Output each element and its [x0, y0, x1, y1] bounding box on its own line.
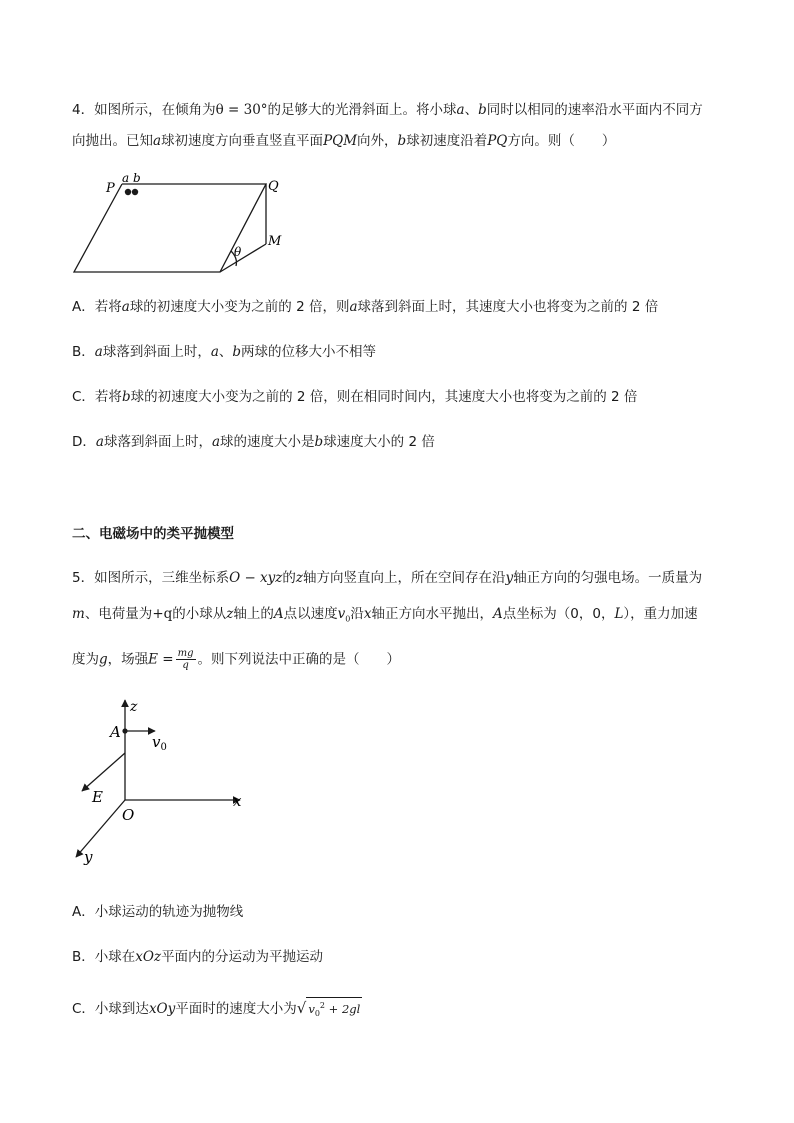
- text: 球的初速度大小变为之前的 2 倍，则: [129, 299, 350, 315]
- text: 球落到斜面上时，其速度大小也将变为之前的 2 倍: [357, 299, 659, 315]
- q5-line2: [72, 604, 698, 630]
- text: 方向。则（ ）: [507, 133, 616, 149]
- text: 。则下列说法中正确的是（ ）: [197, 651, 401, 668]
- point-a: A: [493, 606, 503, 622]
- var-g: g: [99, 651, 108, 668]
- ball-b: [132, 189, 138, 195]
- charge: +q: [152, 606, 173, 622]
- text: 同时以相同的速率沿水平面内不同方: [486, 102, 703, 118]
- text: 轴上的: [233, 606, 274, 622]
- var-a: a: [94, 344, 103, 360]
- text: 两球的位移大小不相等: [241, 344, 377, 360]
- option-prefix: C．小球到达: [72, 1000, 149, 1017]
- var-a: a: [349, 299, 358, 315]
- q4-option-c: [72, 387, 637, 407]
- field-arrow: [82, 753, 125, 791]
- var-y: y: [505, 570, 514, 586]
- var-b: b: [314, 434, 324, 450]
- question-number: 4．: [72, 102, 95, 118]
- text: 、: [218, 344, 233, 360]
- label-m: M: [268, 234, 282, 249]
- label-theta: θ: [234, 245, 242, 259]
- label-x: x: [233, 792, 242, 810]
- text: 球的速度大小是: [220, 434, 315, 450]
- option-text: A．小球运动的轨迹为抛物线: [72, 904, 244, 920]
- text: 向外，: [357, 133, 398, 149]
- text: 球初速度沿着: [406, 133, 488, 149]
- option-prefix: B．小球在: [72, 949, 136, 965]
- text: 平面内的分运动为平抛运动: [161, 949, 324, 965]
- text: 、: [464, 102, 479, 118]
- var-b: b: [478, 102, 487, 118]
- plane-pqm: PQM: [323, 133, 358, 149]
- question-number: 5．: [72, 570, 95, 586]
- text: 点以速度: [283, 606, 338, 622]
- q4-incline-figure: [66, 170, 296, 280]
- var-b: b: [232, 344, 242, 360]
- label-ab: a b: [122, 171, 141, 185]
- var-a: a: [456, 102, 465, 118]
- q5-axes-figure: [70, 695, 260, 870]
- text: 如图所示，三维坐标系: [94, 570, 230, 586]
- q5-line1: [72, 568, 702, 588]
- var-v: v: [337, 606, 346, 622]
- q5-option-a: [72, 902, 243, 922]
- line-pq: PQ: [487, 133, 508, 149]
- ball-a: [125, 189, 131, 195]
- coord-system: O − xyz: [229, 570, 283, 586]
- sqrt-expression: [306, 997, 362, 1021]
- point-a-dot: [122, 728, 127, 733]
- numerator: mg: [177, 648, 194, 659]
- var-v: v: [308, 1001, 315, 1016]
- q5-line3: [72, 648, 400, 671]
- section-heading: [72, 524, 234, 544]
- text: 轴方向竖直向上，所在空间存在沿: [303, 570, 506, 586]
- var-a: a: [153, 133, 162, 149]
- var-z: z: [295, 570, 304, 586]
- field-equation: E =: [148, 651, 174, 668]
- label-v: v: [152, 733, 161, 751]
- option-prefix: C．若将: [72, 389, 122, 405]
- label-q: Q: [268, 179, 279, 194]
- text: 如图所示，在倾角为: [94, 102, 216, 118]
- label-y: y: [84, 848, 93, 866]
- var-l: L: [614, 606, 624, 622]
- var-a: a: [211, 434, 221, 450]
- text: ，场强: [107, 651, 149, 668]
- text: 点坐标为（0，0，: [502, 606, 615, 622]
- option-prefix: A．若将: [72, 299, 122, 315]
- text: ），重力加速: [623, 606, 698, 622]
- var-z: z: [226, 606, 234, 622]
- var-a: a: [121, 299, 130, 315]
- text: 、电荷量为: [84, 606, 153, 622]
- label-a: A: [110, 723, 121, 741]
- text: 球速度大小的 2 倍: [323, 434, 435, 450]
- q4-option-b: [72, 342, 376, 362]
- q4-option-a: [72, 297, 658, 317]
- fraction: [176, 648, 196, 671]
- text: + 2gl: [325, 1001, 361, 1016]
- option-prefix: B．: [72, 344, 95, 360]
- text: 轴正方向水平抛出，: [371, 606, 494, 622]
- text: 沿: [350, 606, 364, 622]
- text: 轴正方向的匀强电场。一质量为: [513, 570, 703, 586]
- text: 球落到斜面上时，: [102, 344, 211, 360]
- text: 球的初速度大小变为之前的 2 倍，则在相同时间内，其速度大小也将变为之前的 2 倍: [130, 389, 638, 405]
- subscript: 0: [314, 1009, 320, 1019]
- var-a: a: [210, 344, 219, 360]
- label-o: O: [122, 806, 135, 824]
- option-prefix: D．: [72, 434, 96, 450]
- var-x: x: [363, 606, 372, 622]
- section-title: 二、电磁场中的类平抛模型: [72, 526, 234, 542]
- var-b: b: [397, 133, 407, 149]
- label-p: P: [106, 181, 115, 196]
- label-v0: [152, 733, 167, 753]
- text: 球初速度方向垂直竖直平面: [161, 133, 324, 149]
- q5-option-c: [72, 997, 362, 1021]
- label-e: E: [92, 788, 103, 806]
- q4-line1: [72, 100, 703, 120]
- var-a: a: [95, 434, 104, 450]
- q4-option-d: [72, 432, 435, 452]
- text: 平面时的速度大小为: [175, 1000, 297, 1017]
- text: 的小球从: [172, 606, 227, 622]
- point-a: A: [273, 606, 284, 622]
- subscript: 0: [345, 614, 351, 624]
- q5-option-b: [72, 947, 323, 967]
- plane-xoy: xOy: [148, 1000, 176, 1017]
- q4-line2: [72, 131, 615, 151]
- text: 度为: [72, 651, 99, 668]
- denominator: q: [182, 660, 189, 671]
- var-b: b: [121, 389, 131, 405]
- superscript: 2: [319, 1001, 325, 1010]
- label-z: z: [130, 699, 138, 715]
- text: 的: [282, 570, 296, 586]
- sqrt-sign: √: [296, 998, 307, 1017]
- text: 向抛出。已知: [72, 133, 153, 149]
- theta-equation: θ = 30°: [215, 102, 268, 118]
- plane-xoz: xOz: [135, 949, 162, 965]
- var-m: m: [72, 606, 85, 622]
- text: 的足够大的光滑斜面上。将小球: [267, 102, 457, 118]
- text: 球落到斜面上时，: [103, 434, 212, 450]
- label-v-sub: 0: [160, 742, 167, 753]
